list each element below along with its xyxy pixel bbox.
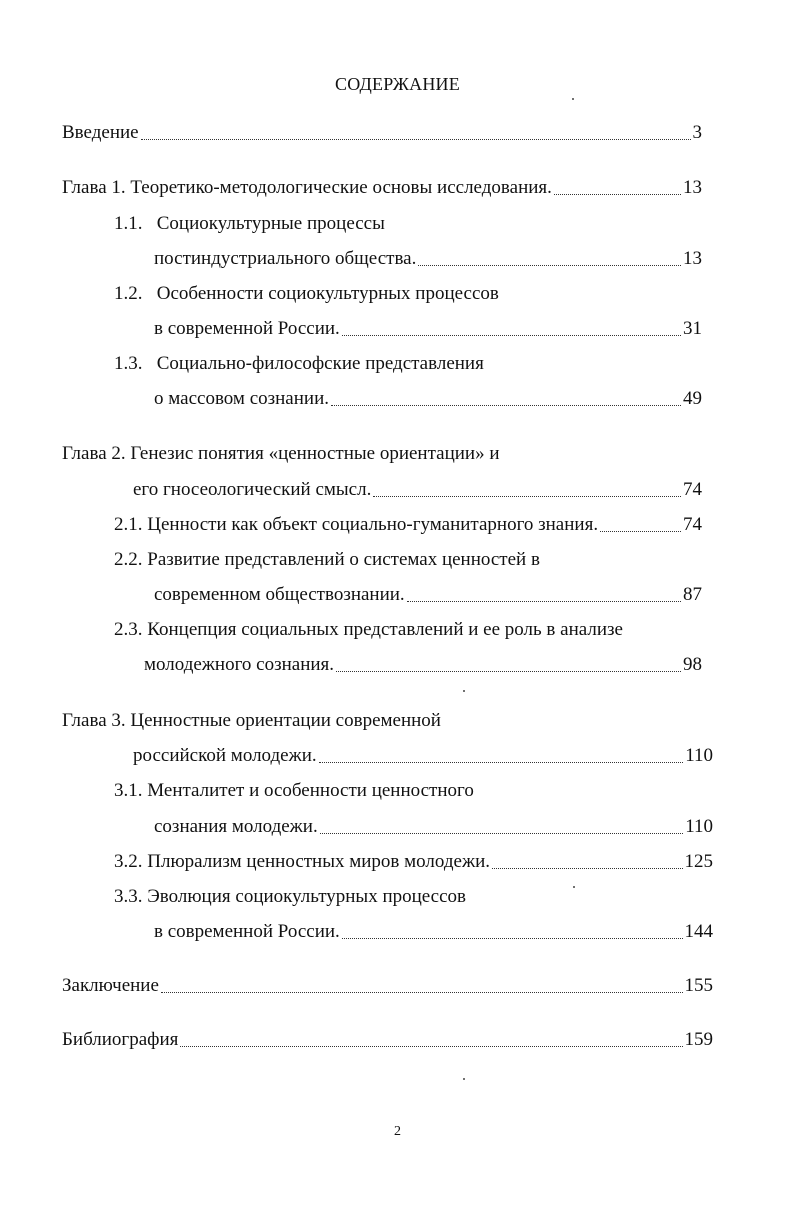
leader-dots (554, 194, 681, 195)
leader-dots (407, 601, 681, 602)
toc-entry-3-1 (154, 814, 713, 840)
toc-entry-intro (62, 120, 702, 146)
page-number: 2 (394, 1124, 401, 1139)
leader-dots (600, 531, 681, 532)
toc-entry-1-3-line1: 1.3. Социально-философские представления (114, 353, 484, 374)
toc-entry-1-3 (154, 386, 702, 412)
entry-label: о массовом сознании. (154, 388, 329, 409)
toc-entry-chapter-3 (133, 743, 713, 769)
entry-label: российской молодежи. (133, 745, 317, 766)
scan-speck (573, 886, 575, 888)
toc-entry-1-1-line1: 1.1. Социокультурные процессы (114, 213, 385, 234)
entry-label: в современной России. (154, 318, 340, 339)
toc-entry-1-2-line1: 1.2. Особенности социокультурных процессов (114, 283, 499, 304)
toc-entry-2-2-line1: 2.2. Развитие представлений о системах ценностей в (114, 549, 540, 570)
entry-label: сознания молодежи. (154, 816, 318, 837)
entry-page: 110 (685, 745, 713, 766)
toc-entry-bibliography (62, 1027, 713, 1053)
leader-dots (418, 265, 681, 266)
scan-speck (463, 1078, 465, 1080)
entry-page: 98 (683, 654, 702, 675)
entry-page: 74 (683, 479, 702, 500)
entry-page: 155 (684, 975, 713, 996)
toc-entry-conclusion (62, 973, 713, 999)
toc-entry-chapter-1 (62, 175, 702, 201)
entry-page: 144 (684, 921, 713, 942)
entry-page: 125 (684, 851, 713, 872)
leader-dots (161, 992, 683, 993)
entry-label: его гносеологический смысл. (133, 479, 372, 500)
entry-page: 159 (684, 1029, 713, 1050)
scan-speck (572, 98, 574, 100)
leader-dots (180, 1046, 682, 1047)
leader-dots (342, 335, 681, 336)
leader-dots (141, 139, 691, 140)
toc-entry-3-3-line1: 3.3. Эволюция социокультурных процессов (114, 886, 467, 907)
toc-entry-1-2 (154, 316, 702, 342)
entry-page: 13 (683, 177, 702, 198)
entry-page: 74 (683, 514, 702, 535)
entry-page: 49 (683, 388, 702, 409)
entry-label: Введение (62, 122, 139, 143)
entry-label: Глава 1. Теоретико-методологические основы исследования. (62, 177, 552, 198)
entry-label: Библиография (62, 1029, 179, 1050)
leader-dots (342, 938, 683, 939)
entry-label: современном обществознании. (154, 584, 405, 605)
scan-speck (463, 690, 465, 692)
toc-entry-chapter-3-line1: Глава 3. Ценностные ориентации современной (62, 710, 441, 731)
leader-dots (373, 496, 681, 497)
leader-dots (492, 868, 682, 869)
toc-entry-3-1-line1: 3.1. Менталитет и особенности ценностного (114, 780, 474, 801)
entry-page: 87 (683, 584, 702, 605)
leader-dots (320, 833, 683, 834)
entry-label: 3.2. Плюрализм ценностных миров молодежи. (114, 851, 491, 872)
leader-dots (319, 762, 684, 763)
entry-page: 3 (692, 122, 702, 143)
entry-label: в современной России. (154, 921, 340, 942)
entry-label: постиндустриального общества. (154, 248, 417, 269)
toc-entry-chapter-2 (133, 477, 702, 503)
toc-entry-3-3 (154, 919, 713, 945)
toc-title: СОДЕРЖАНИЕ (335, 74, 460, 94)
entry-page: 31 (683, 318, 702, 339)
toc-entry-1-1 (154, 246, 702, 272)
entry-label: молодежного сознания. (144, 654, 335, 675)
toc-entry-3-2 (114, 849, 713, 875)
toc-entry-2-3 (144, 652, 702, 678)
toc-entry-chapter-2-line1: Глава 2. Генезис понятия «ценностные ориентации» и (62, 443, 500, 464)
entry-page: 13 (683, 248, 702, 269)
entry-label: 2.1. Ценности как объект социально-гуманитарного знания. (114, 514, 599, 535)
leader-dots (331, 405, 681, 406)
toc-entry-2-1 (114, 512, 702, 538)
toc-entry-2-2 (154, 582, 702, 608)
leader-dots (336, 671, 681, 672)
entry-page: 110 (685, 816, 713, 837)
toc-entry-2-3-line1: 2.3. Концепция социальных представлений и ее роль в анализе (114, 619, 623, 640)
entry-label: Заключение (62, 975, 159, 996)
